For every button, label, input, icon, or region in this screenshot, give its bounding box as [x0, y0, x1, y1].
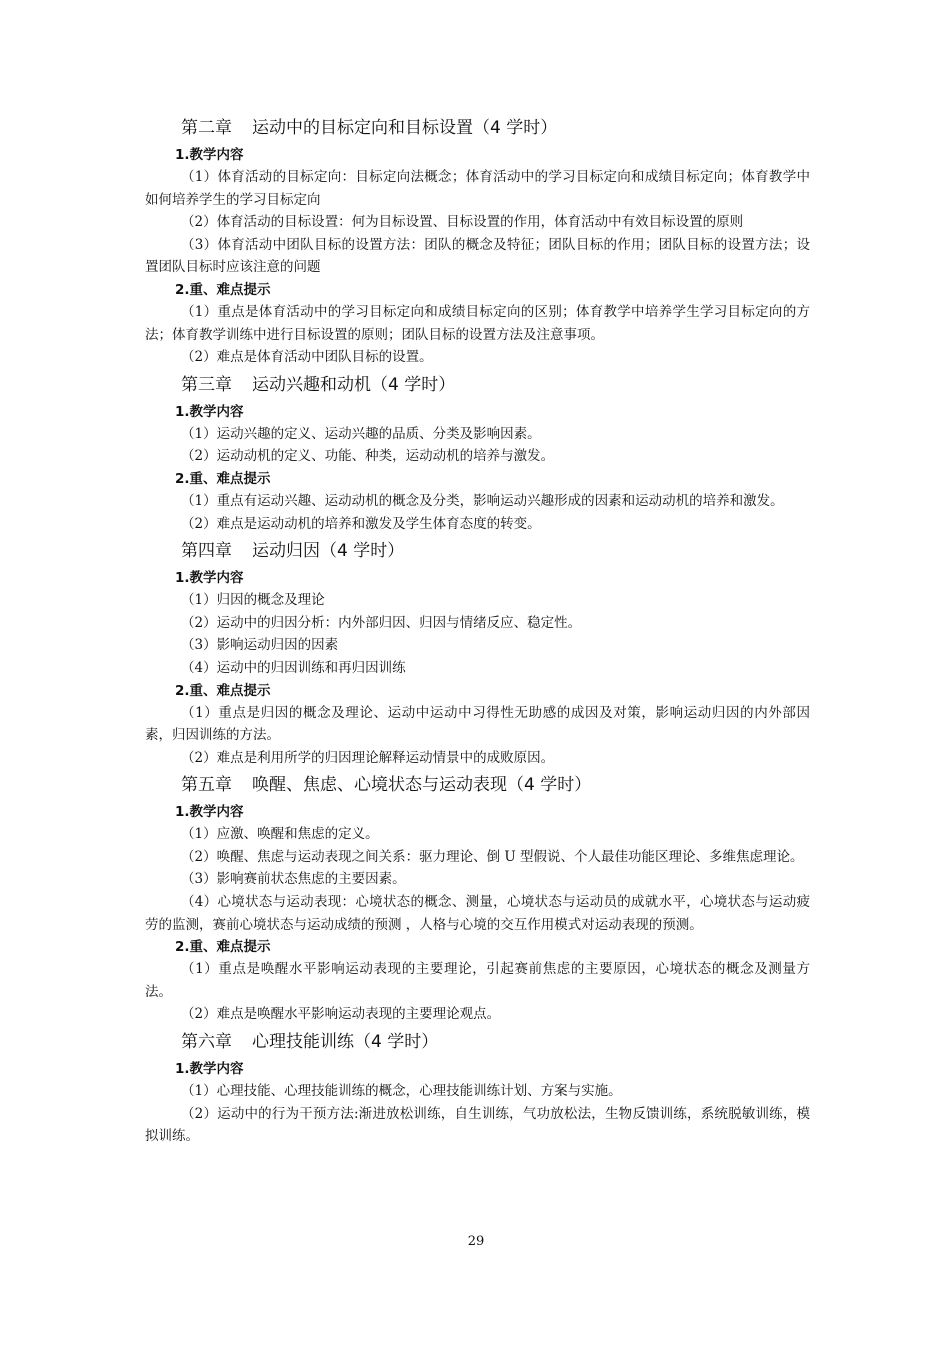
chapter-number: 第三章	[181, 374, 232, 395]
section-heading-key-points: 2.重、难点提示	[175, 939, 271, 956]
chapter-heading	[145, 769, 810, 801]
chapter-title: 运动兴趣和动机（4 学时）	[252, 374, 456, 395]
section-heading-content: 1.教学内容	[175, 147, 244, 163]
paragraph: （2）唤醒、焦虑与运动表现之间关系：驱力理论、倒 U 型假说、个人最佳功能区理论、多维焦虑理论。	[181, 848, 804, 865]
chapter-4	[145, 535, 810, 769]
chapter-number: 第六章	[181, 1032, 232, 1053]
chapter-6	[145, 1026, 810, 1148]
chapter-title: 心理技能训练（4 学时）	[252, 1032, 439, 1053]
chapter-2	[145, 112, 810, 369]
paragraph: （1）运动兴趣的定义、运动兴趣的品质、分类及影响因素。	[181, 425, 541, 442]
chapter-heading	[145, 112, 810, 144]
section-heading-content: 1.教学内容	[175, 570, 244, 587]
section-heading-key-points: 2.重、难点提示	[175, 470, 271, 487]
chapter-title: 运动归因（4 学时）	[252, 541, 405, 562]
paragraph: （1）归因的概念及理论	[181, 592, 325, 609]
chapter-heading	[145, 1026, 810, 1058]
chapter-heading	[145, 535, 810, 567]
chapter-title: 运动中的目标定向和目标设置（4 学时）	[252, 118, 558, 138]
chapter-number: 第四章	[181, 541, 232, 562]
paragraph: （2）难点是运动动机的培养和激发及学生体育态度的转变。	[181, 515, 541, 532]
chapter-heading	[145, 369, 810, 401]
paragraph: （1）重点是归因的概念及理论、运动中运动中习得性无助感的成因及对策，影响运动归因的内外部因素，归因训练的方法。	[145, 704, 810, 744]
paragraph: （2）体育活动的目标设置：何为目标设置、目标设置的作用，体育活动中有效目标设置的原则	[181, 214, 744, 231]
paragraph: （1）体育活动的目标定向：目标定向法概念；体育活动中的学习目标定向和成绩目标定向；体育教学中如何培养学生的学习目标定向	[145, 169, 810, 208]
paragraph: （2）运动中的归因分析：内外部归因、归因与情绪反应、稳定性。	[181, 614, 582, 631]
chapter-3	[145, 369, 810, 535]
chapter-number: 第二章	[181, 118, 232, 138]
paragraph: （1）重点是体育活动中的学习目标定向和成绩目标定向的区别；体育教学中培养学生学习目标定向的方法；体育教学训练中进行目标设置的原则；团队目标的设置方法及注意事项。	[145, 303, 810, 343]
paragraph: （3）影响运动归因的因素	[181, 637, 339, 654]
chapter-number: 第五章	[181, 775, 232, 796]
paragraph: （1）重点是唤醒水平影响运动表现的主要理论，引起赛前焦虑的主要原因，心境状态的概念及测量方法。	[145, 961, 810, 1000]
section-heading-key-points: 2.重、难点提示	[175, 281, 271, 298]
paragraph: （1）重点有运动兴趣、运动动机的概念及分类，影响运动兴趣形成的因素和运动动机的培养和激发。	[181, 492, 784, 509]
section-heading-content: 1.教学内容	[175, 403, 244, 420]
section-heading-content: 1.教学内容	[175, 1061, 244, 1078]
paragraph: （2）运动中的行为干预方法:渐进放松训练，自生训练，气功放松法，生物反馈训练，系统脱敏训练，模拟训练。	[145, 1105, 810, 1145]
section-heading-key-points: 2.重、难点提示	[175, 682, 271, 699]
paragraph: （1）应激、唤醒和焦虑的定义。	[181, 826, 379, 843]
paragraph: （4）运动中的归因训练和再归因训练	[181, 659, 406, 676]
section-heading-content: 1.教学内容	[175, 804, 244, 821]
paragraph: （2）运动动机的定义、功能、种类，运动动机的培养与激发。	[181, 448, 555, 465]
page-number: 29	[467, 1234, 485, 1249]
chapter-5	[145, 769, 810, 1026]
chapter-title: 唤醒、焦虑、心境状态与运动表现（4 学时）	[252, 775, 592, 796]
page-content	[145, 112, 810, 1148]
paragraph: （2）难点是体育活动中团队目标的设置。	[181, 349, 433, 366]
paragraph: （2）难点是唤醒水平影响运动表现的主要理论观点。	[181, 1006, 501, 1023]
paragraph: （4）心境状态与运动表现：心境状态的概念、测量，心境状态与运动员的成就水平，心境状态与运动疲劳的监测，赛前心境状态与运动成绩的预测 ，人格与心境的交互作用模式对运动表现的预测。	[145, 894, 810, 933]
paragraph: （3）体育活动中团队目标的设置方法：团队的概念及特征；团队目标的作用；团队目标的设置方法；设置团队目标时应该注意的问题	[145, 236, 810, 276]
paragraph: （3）影响赛前状态焦虑的主要因素。	[181, 871, 406, 888]
paragraph: （1）心理技能、心理技能训练的概念，心理技能训练计划、方案与实施。	[181, 1083, 622, 1100]
paragraph: （2）难点是利用所学的归因理论解释运动情景中的成败原因。	[181, 749, 555, 766]
